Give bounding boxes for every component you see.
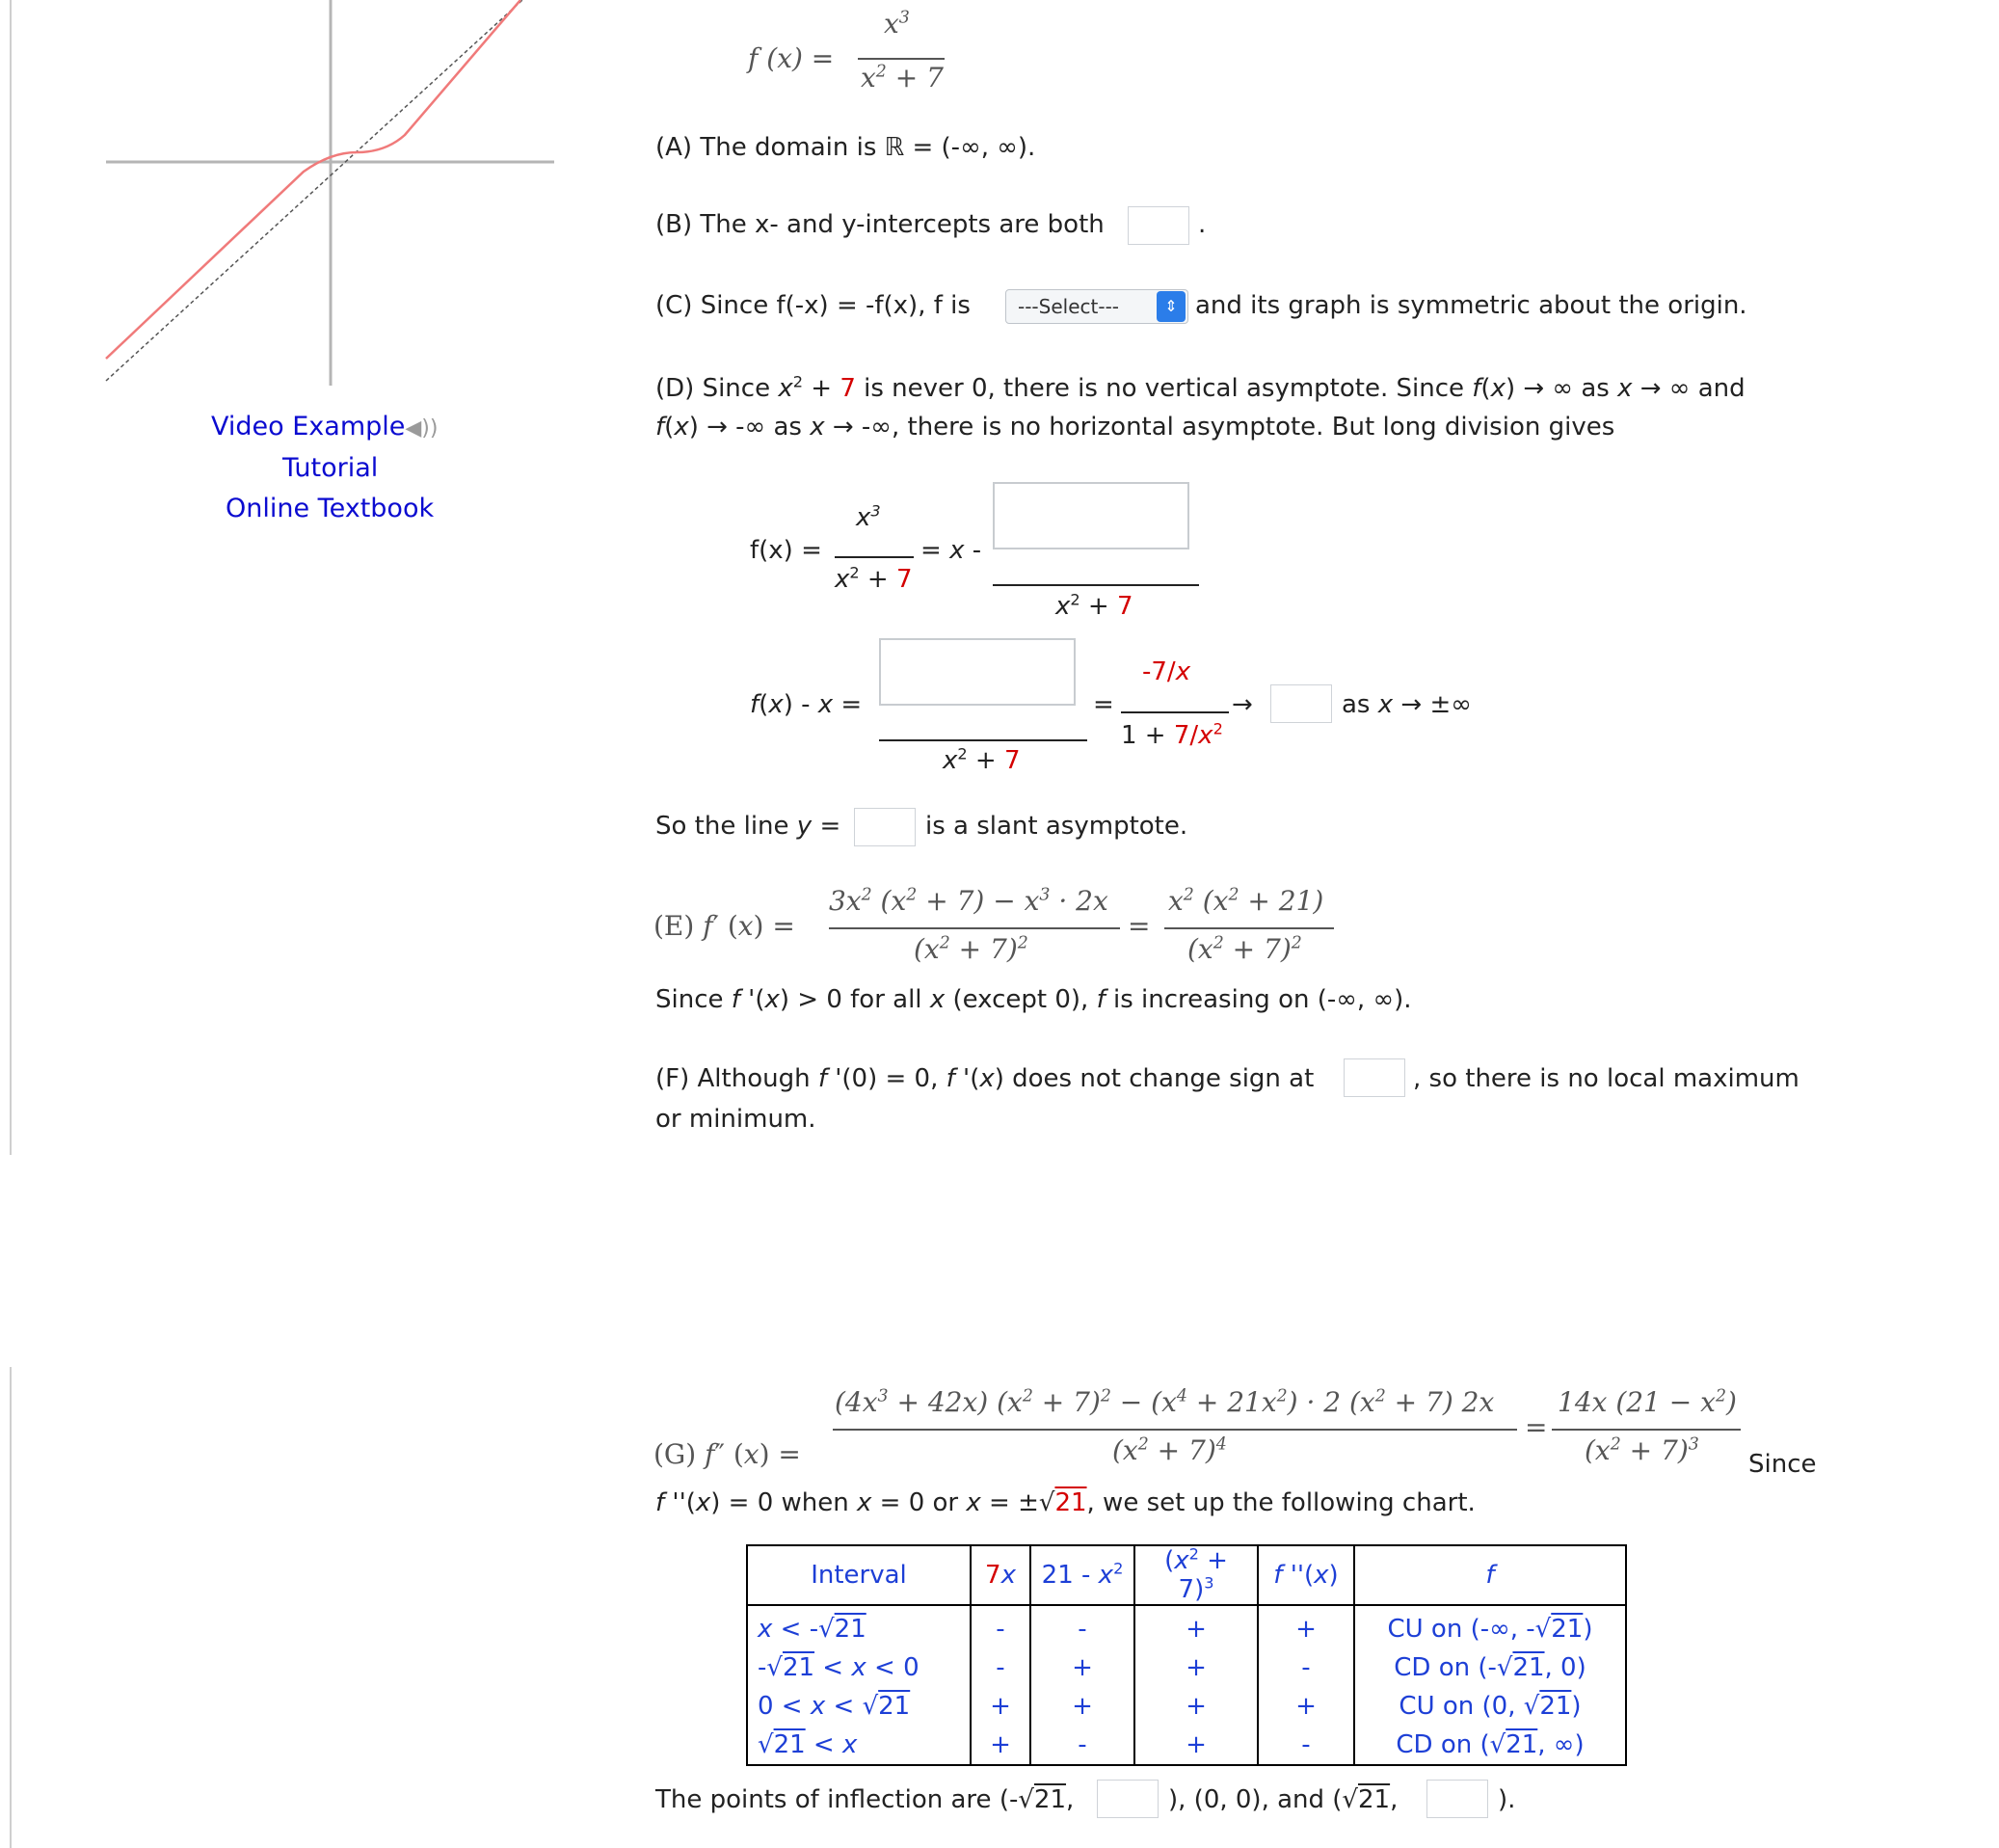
part-g-line2: f ''(x) = 0 when x = 0 or x = ±√21, we set up the following chart.: [655, 1488, 1476, 1517]
slant-before: So the line y =: [655, 812, 841, 841]
sign-7x: -: [971, 1648, 1030, 1687]
sign-7x: -: [971, 1605, 1030, 1648]
div-lhs: f(x) =: [750, 536, 822, 565]
header-21-minus-x2: $21 - x^2$: [1030, 1545, 1134, 1605]
concavity-cell: CD on (√21, ∞): [1354, 1726, 1626, 1765]
inflection-before: The points of inflection are (-√21,: [655, 1785, 1075, 1814]
part-g-den2: $(x^2 + 7)^3$: [1585, 1434, 1699, 1466]
function-graph: [96, 0, 559, 405]
part-d-line1: (D) Since $x^2 + 7$ is never 0, there is no vertical asymptote. Since f(x) → ∞ as x → ∞ and: [655, 372, 1746, 403]
part-g-den1: $(x^2 + 7)^4$: [1112, 1434, 1227, 1466]
video-example-label: Video Example: [211, 412, 406, 442]
limit-input[interactable]: [1270, 684, 1332, 723]
concavity-chart: [746, 1544, 1627, 1766]
part-e-den2: $(x^2 + 7)^2$: [1187, 933, 1302, 965]
fx-definition-bar: [858, 58, 945, 60]
div-num: $x^3$: [856, 501, 881, 532]
speaker-icon: ◀)): [405, 416, 439, 441]
part-e-bar1: [829, 927, 1120, 929]
inflection-after: ).: [1498, 1785, 1516, 1814]
header-denominator: $(x^2 + 7)^3$: [1134, 1545, 1258, 1605]
sign-21: +: [1030, 1648, 1134, 1687]
eq-x-minus: = x -: [920, 536, 982, 565]
part-e-num2: $x^2$ $(x^2 + 21)$: [1168, 885, 1324, 917]
diff-eq: =: [1093, 690, 1114, 719]
slant-after: is a slant asymptote.: [925, 812, 1188, 841]
part-e-bar2: [1164, 927, 1334, 929]
simplified-den: $1 + 7/x^2$: [1121, 719, 1223, 750]
interval-cell: x < -√21: [747, 1605, 971, 1648]
chart-header-row: [747, 1545, 1626, 1605]
division-numerator-input[interactable]: [993, 482, 1189, 549]
sign-7x: +: [971, 1687, 1030, 1726]
sign-den: +: [1134, 1648, 1258, 1687]
diff-den: $x^2 + 7$: [943, 744, 1021, 775]
part-f-line2: or minimum.: [655, 1105, 816, 1134]
sign-fpp: -: [1258, 1648, 1354, 1687]
simplified-bar: [1121, 711, 1229, 713]
video-example-link[interactable]: [211, 412, 438, 442]
limit-arrow: →: [1232, 690, 1253, 719]
interval-cell: 0 < x < √21: [747, 1687, 971, 1726]
part-g-num1: $(4x^3 + 42x) (x^2 + 7)^2 - (x^4 + 21x^2) \cdot 2$ $(x^2 + 7)$ 2x: [835, 1386, 1495, 1418]
div-den-2: $x^2 + 7$: [1055, 590, 1133, 621]
part-g-lhs: (G) f″ (x) =: [653, 1438, 801, 1470]
inflection-input-2[interactable]: [1426, 1780, 1488, 1818]
online-textbook-link[interactable]: Online Textbook: [226, 494, 435, 523]
minus-7-over-x: -7/x: [1142, 657, 1191, 686]
fx-definition-den: $x^2 + 7$: [861, 62, 944, 94]
sign-fpp: +: [1258, 1687, 1354, 1726]
chart-row: [747, 1726, 1626, 1765]
fx-definition-num: $x^3$: [884, 8, 910, 40]
sign-21: -: [1030, 1726, 1134, 1765]
part-g-bar1: [833, 1429, 1517, 1431]
part-g-since: Since: [1748, 1450, 1817, 1479]
part-e-lhs: (E) f′ (x) =: [653, 910, 795, 942]
sign-change-input[interactable]: [1344, 1058, 1405, 1097]
div-bar-1: [835, 556, 914, 558]
select-arrow-icon[interactable]: ⇕: [1157, 291, 1186, 322]
concavity-cell: CD on (-√21, 0): [1354, 1648, 1626, 1687]
header-7x: 7x: [971, 1545, 1030, 1605]
interval-cell: √21 < x: [747, 1726, 971, 1765]
div-bar-2: [993, 584, 1199, 586]
part-b-period: .: [1198, 210, 1207, 239]
part-g-bar2: [1552, 1429, 1741, 1431]
diff-bar: [879, 739, 1087, 741]
div-den-seven: 7: [895, 565, 913, 594]
part-c-tail: and its graph is symmetric about the origin.: [1195, 291, 1747, 320]
slant-asymptote: [106, 0, 522, 381]
header-interval: Interval: [747, 1545, 971, 1605]
sign-fpp: -: [1258, 1726, 1354, 1765]
part-c-text: (C) Since f(-x) = -f(x), f is: [655, 291, 971, 320]
difference-numerator-input[interactable]: [879, 638, 1076, 706]
sign-21: -: [1030, 1605, 1134, 1648]
sign-den: +: [1134, 1687, 1258, 1726]
div-den2-seven: 7: [1116, 592, 1133, 621]
chart-row: [747, 1648, 1626, 1687]
sign-den: +: [1134, 1726, 1258, 1765]
sign-7x: +: [971, 1726, 1030, 1765]
inflection-input-1[interactable]: [1097, 1780, 1159, 1818]
tutorial-link[interactable]: Tutorial: [282, 453, 379, 483]
intercepts-input[interactable]: [1128, 206, 1189, 245]
part-g-num2: 14x $(21 - x^2)$: [1558, 1386, 1737, 1418]
function-curve: [106, 0, 520, 359]
part-f-tail: , so there is no local maximum: [1413, 1064, 1799, 1093]
as-x-to-inf: as x → ±∞: [1342, 690, 1472, 719]
div-den: $x^2 + 7$: [835, 563, 913, 594]
chart-row: [747, 1605, 1626, 1648]
interval-cell: -√21 < x < 0: [747, 1648, 971, 1687]
part-b-text: (B) The x- and y-intercepts are both: [655, 210, 1105, 239]
part-f-text: (F) Although f '(0) = 0, f '(x) does not change sign at: [655, 1064, 1315, 1093]
chart-row: [747, 1687, 1626, 1726]
sign-fpp: +: [1258, 1605, 1354, 1648]
inflection-middle: ), (0, 0), and (√21,: [1168, 1785, 1399, 1814]
slant-asymptote-input[interactable]: [854, 808, 916, 846]
left-divider-top: [10, 0, 12, 1155]
fx-definition-lhs: f (x) =: [748, 42, 835, 74]
part-e-eq: =: [1128, 910, 1151, 942]
concavity-cell: CU on (0, √21): [1354, 1687, 1626, 1726]
part-d-line2: f(x) → -∞ as x → -∞, there is no horizontal asymptote. But long division gives: [655, 413, 1615, 442]
sign-den: +: [1134, 1605, 1258, 1648]
part-e-den1: $(x^2 + 7)^2$: [914, 933, 1028, 965]
left-divider-bottom: [10, 1367, 12, 1848]
part-e-since: Since f '(x) > 0 for all x (except 0), f is increasing on (-∞, ∞).: [655, 985, 1412, 1014]
fx-minus-x: f(x) - x =: [750, 690, 863, 719]
part-e-num1: $3x^2$ $(x^2 + 7) - x^3 \cdot 2x$: [829, 885, 1108, 917]
part-a-text: (A) The domain is ℝ = (-∞, ∞).: [655, 133, 1036, 162]
sign-21: +: [1030, 1687, 1134, 1726]
header-f: f: [1354, 1545, 1626, 1605]
part-g-eq: =: [1525, 1411, 1548, 1443]
header-fpp: f ''(x): [1258, 1545, 1354, 1605]
concavity-cell: CU on (-∞, -√21): [1354, 1605, 1626, 1648]
